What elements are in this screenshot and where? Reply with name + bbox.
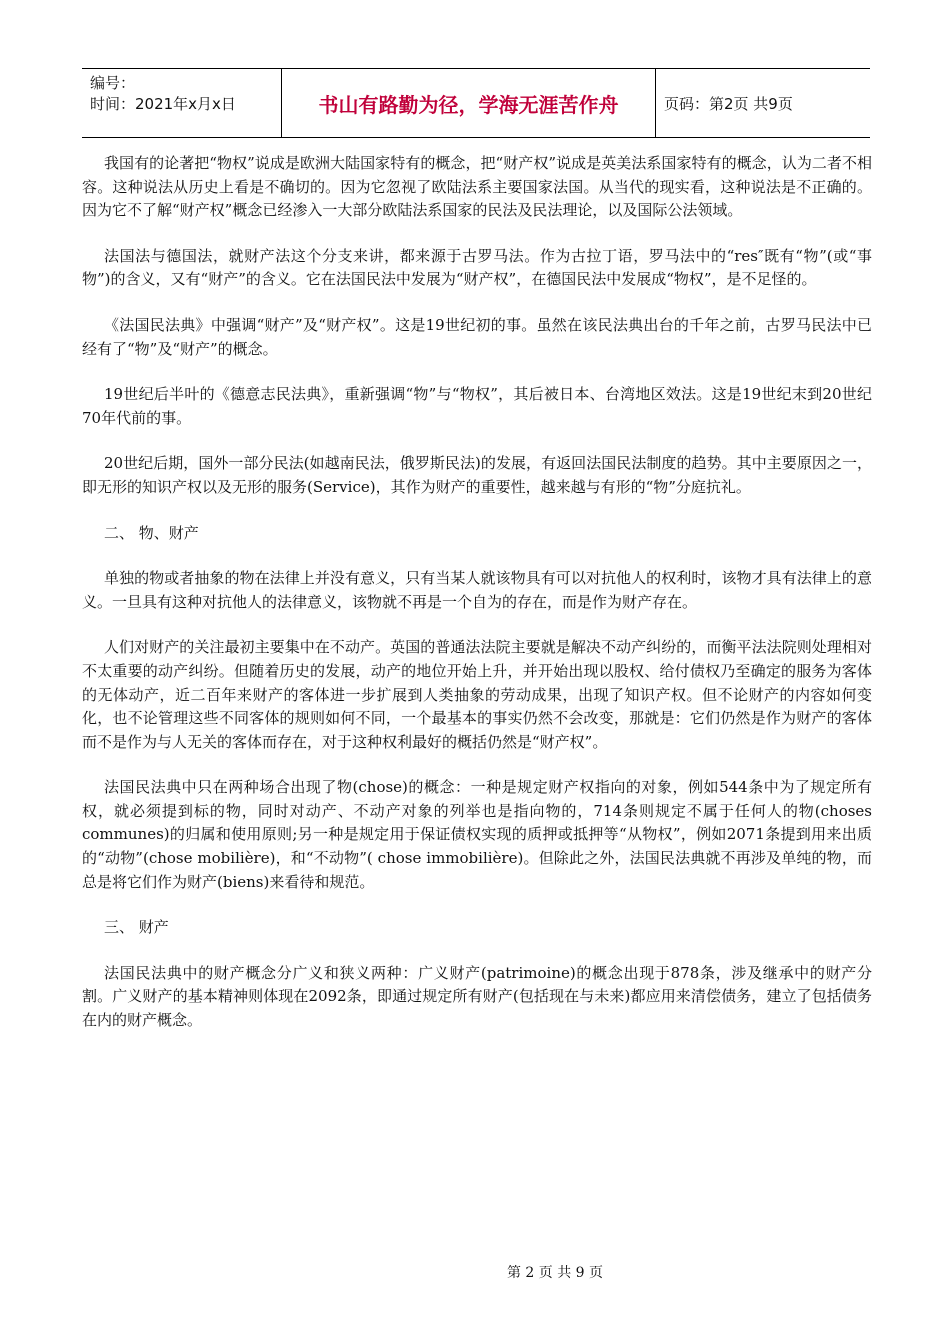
paragraph: 法国民法典中只在两种场合出现了物(chose)的概念：一种是规定财产权指向的对象，例如544条中为了规定所有权，就必须提到标的物，同时对动产、不动产对象的列举也是指向物的，714条则规定不属于任何人的物(choses communes)的归属和使用原则;另一种是规定用于保证债权实现的质押或抵押等“从物权”，例如2071条提到用来出质的“动物”(chose mobilière)，和“不动物”( chose immobilière)。但除此之外，法国民法典就不再涉及单纯的物，而总是将它们作为财产(biens)来看待和规范。 bbox=[82, 778, 872, 891]
page-header bbox=[82, 68, 870, 138]
section-heading: 二、 物、财产 bbox=[104, 523, 199, 542]
document-date: 时间：2021年x月x日 bbox=[90, 95, 236, 113]
paragraph: 《法国民法典》中强调“财产”及“财产权”。这是19世纪初的事。虽然在该民法典出台的千年之前，古罗马民法中已经有了“物”及“财产”的概念。 bbox=[82, 315, 872, 358]
paragraph: 我国有的论著把“物权”说成是欧洲大陆国家特有的概念，把“财产权”说成是英美法系国家特有的概念，认为二者不相容。这种说法从历史上看是不确切的。因为它忽视了欧陆法系主要国家法国。从当代的现实看，这种说法是不正确的。因为它不了解“财产权”概念已经渗入一大部分欧陆法系国家的民法及民法理论，以及国际公法领域。 bbox=[82, 154, 872, 220]
paragraph: 19世纪后半叶的《德意志民法典》，重新强调“物”与“物权”，其后被日本、台湾地区效法。这是19世纪末到20世纪70年代前的事。 bbox=[82, 385, 872, 427]
page-footer: 第 2 页 共 9 页 bbox=[506, 1265, 604, 1281]
header-meta bbox=[82, 69, 282, 137]
header-motto: 书山有路勤为径，学海无涯苦作舟 bbox=[282, 69, 656, 137]
paragraph: 法国民法典中的财产概念分广义和狭义两种：广义财产(patrimoine)的概念出现于878条，涉及继承中的财产分割。广义财产的基本精神则体现在2092条，即通过规定所有财产(包括现在与未来)都应用来清偿债务，建立了包括债务在内的财产概念。 bbox=[82, 963, 872, 1030]
section-heading: 三、 财产 bbox=[104, 918, 169, 937]
header-page-info: 页码：第2页 共9页 bbox=[664, 94, 793, 113]
paragraph: 法国法与德国法，就财产法这个分支来讲，都来源于古罗马法。作为古拉丁语，罗马法中的“res″既有“物”(或“事物”)的含义，又有“财产”的含义。它在法国民法中发展为“财产权”，在德国民法中发展成“物权”，是不足怪的。 bbox=[82, 246, 872, 289]
document-body bbox=[82, 152, 872, 1055]
paragraph: 人们对财产的关注最初主要集中在不动产。英国的普通法法院主要就是解决不动产纠纷的，而衡平法法院则处理相对不太重要的动产纠纷。但随着历史的发展，动产的地位开始上升，并开始出现以股权、给付债权乃至确定的服务为客体的无体动产，近二百年来财产的客体进一步扩展到人类抽象的劳动成果，出现了知识产权。但不论财产的内容如何变化，也不论管理这些不同客体的规则如何不同，一个最基本的事实仍然不会改变，那就是：它们仍然是作为财产的客体而不是作为与人无关的客体而存在，对于这种权利最好的概括仍然是“财产权”。 bbox=[82, 638, 872, 751]
document-number-label: 编号： bbox=[90, 74, 136, 92]
paragraph: 20世纪后期，国外一部分民法(如越南民法，俄罗斯民法)的发展，有返回法国民法制度的趋势。其中主要原因之一，即无形的知识产权以及无形的服务(Service)，其作为财产的重要性，越来越与有形的“物”分庭抗礼。 bbox=[82, 454, 872, 496]
paragraph: 单独的物或者抽象的物在法律上并没有意义，只有当某人就该物具有可以对抗他人的权利时，该物才具有法律上的意义。一旦具有这种对抗他人的法律意义，该物就不再是一个自为的存在，而是作为财产存在。 bbox=[82, 569, 872, 611]
